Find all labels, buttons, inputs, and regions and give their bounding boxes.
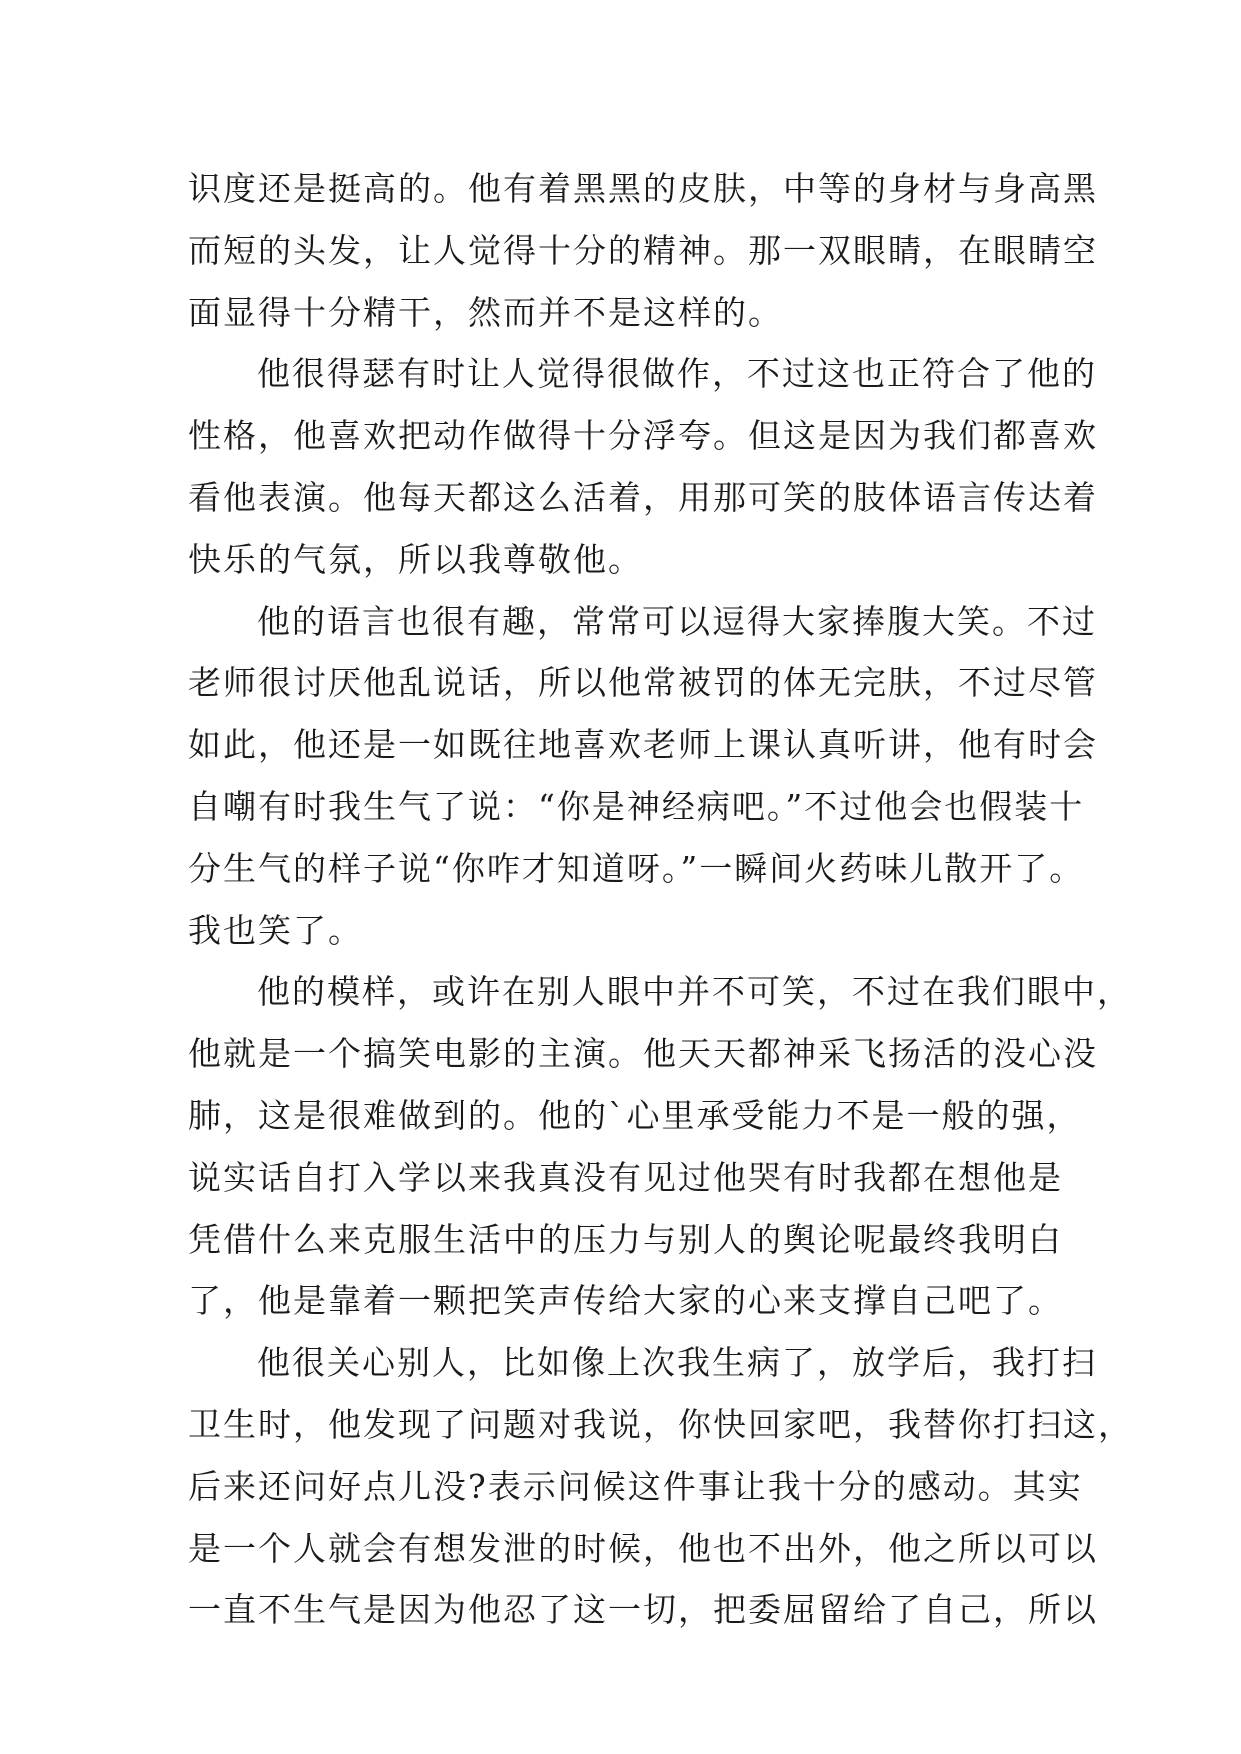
paragraph-first-line: 他的语言也很有趣，常常可以逗得大家捧腹大笑。不过 <box>257 601 1097 641</box>
text-line: 老师很讨厌他乱说话，所以他常被罚的体无完肤，不过尽管 <box>188 663 1098 703</box>
paragraph-first-line: 他很关心别人，比如像上次我生病了，放学后，我打扫 <box>257 1343 1097 1383</box>
text-line: 肺，这是很难做到的。他的`心里承受能力不是一般的强， <box>188 1095 1082 1135</box>
text-line: 面显得十分精干，然而并不是这样的。 <box>188 292 783 332</box>
text-line: 凭借什么来克服生活中的压力与别人的舆论呢最终我明白 <box>188 1219 1063 1259</box>
text-line: 快乐的气氛，所以我尊敬他。 <box>188 539 643 579</box>
body-text <box>188 158 1133 1641</box>
text-line: 性格，他喜欢把动作做得十分浮夸。但这是因为我们都喜欢 <box>188 416 1098 456</box>
text-line: 他就是一个搞笑电影的主演。他天天都神采飞扬活的没心没 <box>188 1034 1098 1074</box>
text-line: 说实话自打入学以来我真没有见过他哭有时我都在想他是 <box>188 1157 1063 1197</box>
text-line: 卫生时，他发现了问题对我说，你快回家吧，我替你打扫这， <box>188 1404 1133 1444</box>
text-line: 看他表演。他每天都这么活着，用那可笑的肢体语言传达着 <box>188 477 1098 517</box>
text-line: 了，他是靠着一颗把笑声传给大家的心来支撑自己吧了。 <box>188 1281 1063 1321</box>
text-line: 我也笑了。 <box>188 910 363 950</box>
text-line: 后来还问好点儿没?表示问候这件事让我十分的感动。其实 <box>188 1466 1083 1506</box>
text-line: 自嘲有时我生气了说：“你是神经病吧。”不过他会也假装十 <box>188 786 1085 826</box>
text-line: 分生气的样子说“你咋才知道呀。”一瞬间火药味儿散开了。 <box>188 848 1085 888</box>
paragraph-first-line: 他很得瑟有时让人觉得很做作，不过这也正符合了他的 <box>257 354 1097 394</box>
text-line: 而短的头发，让人觉得十分的精神。那一双眼睛，在眼睛空 <box>188 230 1098 270</box>
text-line: 是一个人就会有想发泄的时候，他也不出外，他之所以可以 <box>188 1528 1098 1568</box>
text-line: 一直不生气是因为他忍了这一切，把委屈留给了自己，所以 <box>188 1590 1098 1630</box>
paragraph-first-line: 他的模样，或许在别人眼中并不可笑，不过在我们眼中， <box>257 972 1132 1012</box>
text-line: 识度还是挺高的。他有着黑黑的皮肤，中等的身材与身高黑 <box>188 169 1098 208</box>
text-line: 如此，他还是一如既往地喜欢老师上课认真听讲，他有时会 <box>188 725 1098 765</box>
